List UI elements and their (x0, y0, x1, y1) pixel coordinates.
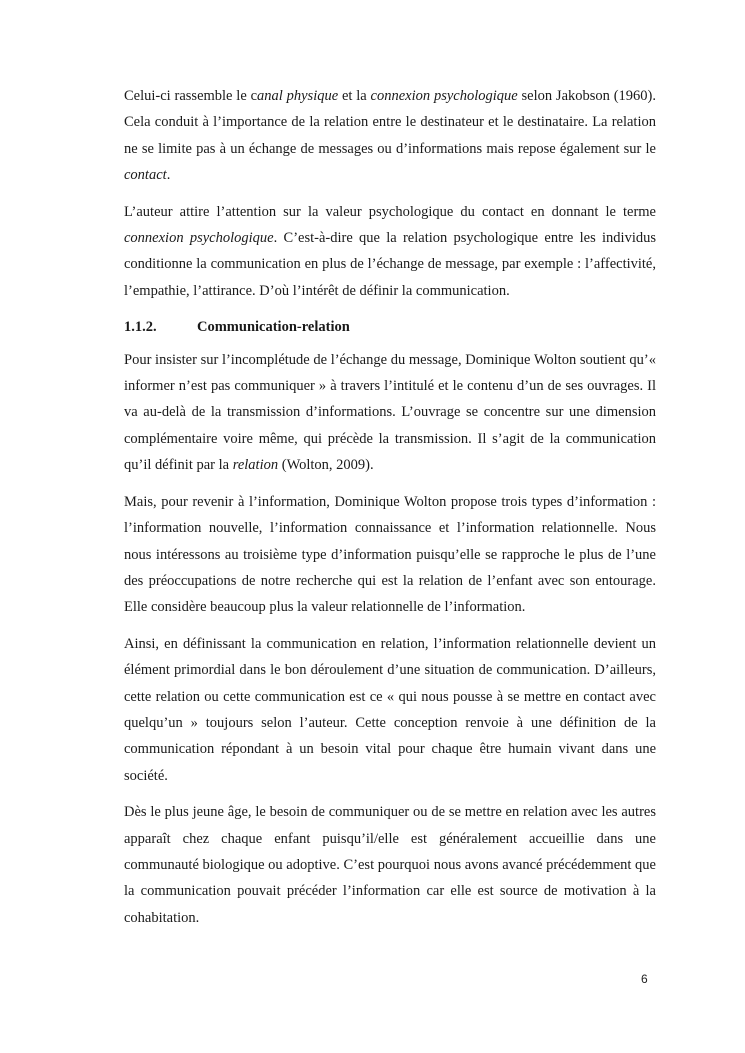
page-number: 6 (641, 972, 648, 986)
paragraph-6: Dès le plus jeune âge, le besoin de communiquer ou de se mettre en relation avec les autres apparaît chez chaque enfant puisqu’il/elle est généralement accueillie dans une communauté biologique ou adoptive. C’est pourquoi nous avons avancé précédemment que la communication pouvait précéder l’information car elle est source de motivation à la cohabitation. (124, 804, 656, 926)
text-run: Celui-ci rassemble le c (124, 88, 258, 104)
text-run: selon Jakobson (1960). Cela conduit à l’importance de la relation entre le destinateur et le destinataire. La relation ne se limite pas à un échange de messages ou d’informations mais repose également sur le (124, 88, 656, 157)
paragraph-5: Ainsi, en définissant la communication en relation, l’information relationnelle devient un élément primordial dans le bon déroulement d’une situation de communication. D’ailleurs, cette relation ou cette communication est ce « qui nous pousse à se mettre en contact avec quelqu’un » toujours selon l’auteur. Cette conception renvoie à une définition de la communication répondant à un besoin vital pour chaque être humain vivant dans une société. (124, 635, 656, 784)
body-text (124, 83, 656, 941)
text-run: L’auteur attire l’attention sur la valeur psychologique du contact en donnant le terme (124, 203, 656, 220)
text-run: . (166, 167, 171, 184)
text-run: (Wolton, 2009). (278, 457, 374, 474)
section-title: Communication-relation (197, 319, 350, 336)
italic-term-canal-physique: anal physique (257, 88, 339, 104)
paragraph-2 (124, 199, 656, 305)
paragraph-4: Mais, pour revenir à l’information, Dominique Wolton propose trois types d’information : l’information nouvelle, l’information connaissance et l’information relationnelle. Nous nous intéressons au troisième type d’information puisqu’elle se rapproche le plus de l’une des préoccupations de notre recherche qui est la relation de l’enfant avec son entourage. Elle considère beaucoup plus la valeur relationnelle de l’information. (124, 493, 656, 616)
italic-term-relation: relation (232, 457, 279, 474)
section-heading (124, 314, 656, 340)
italic-term-connexion-psychologique: connexion psychologique (370, 88, 518, 104)
paragraph-1 (124, 83, 656, 189)
text-run: et la (338, 88, 371, 104)
text-run: Pour insister sur l’incomplétude de l’échange du message, Dominique Wolton soutient qu’« informer n’est pas communiquer » à travers l’intitulé et le contenu d’un de ses ouvrages. Il va au-delà de la transmission d’informations. L’ouvrage se concentre sur une dimension complémentaire voire même, qui précède la transmission. Il s’agit de la communication qu’il définit par la (124, 351, 656, 474)
text-run: . C’est-à-dire que la relation psychologique entre les individus conditionne la communication en plus de l’échange de message, par exemple : l’affectivité, l’empathie, l’attirance. D’où l’intérêt de définir la communication. (124, 230, 656, 299)
italic-term-connexion-psychologique: connexion psychologique (124, 230, 274, 247)
italic-term-contact: contact (124, 167, 167, 184)
paragraph-3 (124, 347, 656, 479)
section-number: 1.1.2. (124, 319, 157, 336)
